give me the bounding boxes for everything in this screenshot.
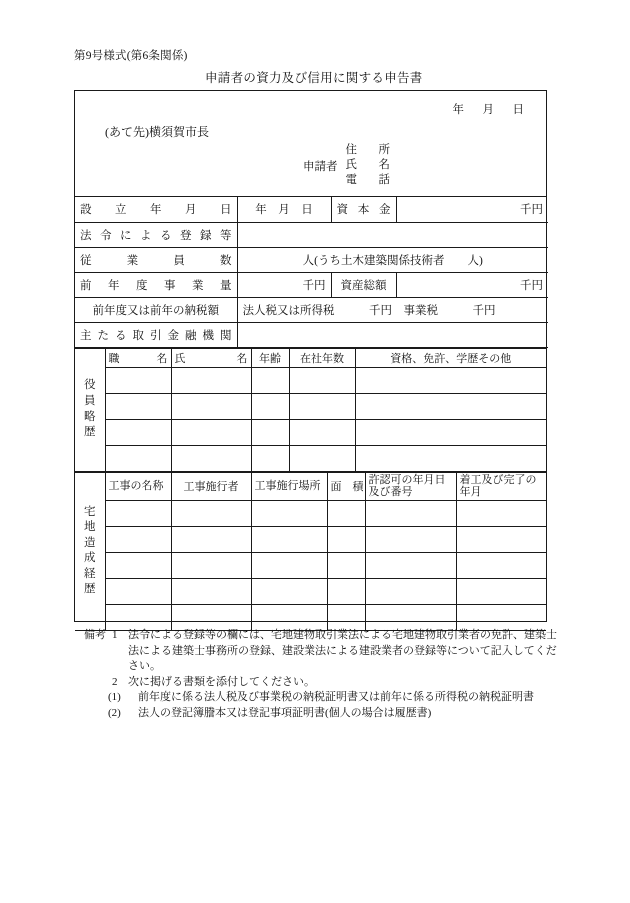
officer-cell-age[interactable] xyxy=(251,393,289,419)
row-label-establishment: 設立年月日 xyxy=(75,197,237,222)
row-label-total-assets: 資産総額 xyxy=(331,272,396,297)
land-cell-dates[interactable] xyxy=(456,526,546,552)
date-day: 日 xyxy=(512,104,524,116)
table-row xyxy=(75,322,548,347)
table-row xyxy=(75,578,546,604)
land-cell-contractor[interactable] xyxy=(171,526,251,552)
row-value-main-bank[interactable] xyxy=(237,322,548,347)
officer-cell-position[interactable] xyxy=(105,393,171,419)
officer-cell-years[interactable] xyxy=(289,393,355,419)
land-cell-area[interactable] xyxy=(327,552,365,578)
officer-cell-name[interactable] xyxy=(171,393,251,419)
notes-heading: 備考 xyxy=(84,629,106,641)
row-label-legal-registration: 法令による登録等 xyxy=(75,222,237,247)
officer-cell-years[interactable] xyxy=(289,445,355,471)
addressee-block xyxy=(75,91,546,197)
land-cell-permit[interactable] xyxy=(365,604,456,630)
form-table-frame xyxy=(74,90,547,622)
land-cell-contractor[interactable] xyxy=(171,552,251,578)
row-value-establishment-date[interactable]: 年 月 日 xyxy=(237,197,331,222)
land-cell-permit[interactable] xyxy=(365,552,456,578)
land-cell-permit[interactable] xyxy=(365,578,456,604)
date-line xyxy=(453,101,525,117)
applicant-field-name: 氏 名 xyxy=(345,159,395,172)
table-row xyxy=(75,297,548,322)
land-header-row xyxy=(75,472,546,500)
land-cell-location[interactable] xyxy=(251,500,327,526)
vlabel-char: 歴 xyxy=(84,426,96,439)
land-cell-project-name[interactable] xyxy=(105,578,171,604)
row-label-main-bank: 主たる取引金融機関 xyxy=(75,322,237,347)
land-col-start-completion: 着工及び完了の年月 xyxy=(456,472,546,500)
applicant-field-list xyxy=(346,143,396,189)
table-row xyxy=(75,393,546,419)
land-cell-area[interactable] xyxy=(327,526,365,552)
land-cell-project-name[interactable] xyxy=(105,500,171,526)
table-row xyxy=(75,604,546,630)
land-cell-contractor[interactable] xyxy=(171,578,251,604)
row-label-employees: 従業員数 xyxy=(75,247,237,272)
vlabel-char: 経 xyxy=(84,567,96,580)
note-subitem-text-2: 法人の登記簿謄本又は登記事項証明書(個人の場合は履歴書) xyxy=(138,707,432,720)
officer-col-age: 年齢 xyxy=(251,348,289,367)
land-cell-location[interactable] xyxy=(251,552,327,578)
land-cell-permit[interactable] xyxy=(365,526,456,552)
addressee-line: (あて先)横須賀市長 xyxy=(105,125,209,139)
land-cell-dates[interactable] xyxy=(456,604,546,630)
officer-col-qualifications: 資格、免許、学歴その他 xyxy=(355,348,546,367)
row-value-prev-year-volume[interactable]: 千円 xyxy=(237,272,331,297)
officer-col-position: 職 名 xyxy=(105,348,171,367)
vlabel-char: 員 xyxy=(84,394,96,407)
officer-cell-name[interactable] xyxy=(171,445,251,471)
land-cell-dates[interactable] xyxy=(456,578,546,604)
land-cell-project-name[interactable] xyxy=(105,604,171,630)
row-value-employees[interactable]: 人(うち土木建築関係技術者 人) xyxy=(237,247,548,272)
date-year: 年 xyxy=(452,104,464,116)
land-development-table xyxy=(75,472,546,631)
officer-cell-qualifications[interactable] xyxy=(355,367,546,393)
row-label-tax-paid: 前年度又は前年の納税額 xyxy=(75,297,237,322)
note-item-2 xyxy=(84,675,562,691)
land-col-location: 工事施行場所 xyxy=(251,472,327,500)
date-month: 月 xyxy=(482,104,494,116)
officer-cell-age[interactable] xyxy=(251,445,289,471)
land-cell-dates[interactable] xyxy=(456,500,546,526)
note-text-2: 次に掲げる書類を添付してください。 xyxy=(128,675,315,688)
land-cell-area[interactable] xyxy=(327,578,365,604)
vlabel-char: 地 xyxy=(84,521,96,534)
land-cell-project-name[interactable] xyxy=(105,552,171,578)
officer-cell-years[interactable] xyxy=(289,419,355,445)
land-cell-location[interactable] xyxy=(251,578,327,604)
note-subitem-text-1: 前年度に係る法人税及び事業税の納税証明書又は前年に係る所得税の納税証明書 xyxy=(138,691,534,704)
land-col-permit-date-number: 許認可の年月日及び番号 xyxy=(365,472,456,500)
officer-cell-name[interactable] xyxy=(171,367,251,393)
land-col-contractor: 工事施行者 xyxy=(171,472,251,500)
row-value-total-assets[interactable]: 千円 xyxy=(396,272,548,297)
officer-section-vertical-label xyxy=(75,348,105,471)
row-label-prev-year-volume: 前年度事業量 xyxy=(75,272,237,297)
officer-cell-qualifications[interactable] xyxy=(355,445,546,471)
officer-table xyxy=(75,348,546,472)
note-subitem-marker-1: (1) xyxy=(108,691,121,704)
form-code: 第9号様式(第6条関係) xyxy=(74,50,188,62)
table-row xyxy=(75,526,546,552)
officer-cell-name[interactable] xyxy=(171,419,251,445)
land-cell-area[interactable] xyxy=(327,604,365,630)
land-cell-dates[interactable] xyxy=(456,552,546,578)
note-text-1: 法令による登録等の欄には、宅地建物取引業法による宅地建物取引業者の免許、建築士法による建築士事務所の登録、建設業法による建設業者の登録等について記入してください。 xyxy=(128,629,557,673)
officer-cell-position[interactable] xyxy=(105,367,171,393)
officer-col-years: 在社年数 xyxy=(289,348,355,367)
vlabel-char: 成 xyxy=(84,552,96,565)
applicant-block xyxy=(303,143,395,189)
table-row xyxy=(75,222,548,247)
table-row xyxy=(75,552,546,578)
info-grid xyxy=(75,197,546,631)
applicant-field-address: 住 所 xyxy=(345,144,395,156)
vlabel-char: 役 xyxy=(84,379,96,392)
land-col-project-name: 工事の名称 xyxy=(105,472,171,500)
officer-header-row xyxy=(75,348,546,367)
land-section-vertical-label xyxy=(75,472,105,630)
officer-cell-qualifications[interactable] xyxy=(355,393,546,419)
applicant-field-phone: 電 話 xyxy=(345,174,395,187)
land-col-area: 面 積 xyxy=(327,472,365,500)
table-row xyxy=(75,247,548,272)
row-value-legal-registration[interactable] xyxy=(237,222,548,247)
row-value-tax-paid[interactable]: 法人税又は所得税 千円 事業税 千円 xyxy=(237,297,548,322)
page-title: 申請者の資力及び信用に関する申告書 xyxy=(205,71,423,85)
note-number-2: 2 xyxy=(112,675,118,688)
land-cell-permit[interactable] xyxy=(365,500,456,526)
land-cell-project-name[interactable] xyxy=(105,526,171,552)
officer-cell-qualifications[interactable] xyxy=(355,419,546,445)
vlabel-char: 歴 xyxy=(84,583,96,596)
land-cell-contractor[interactable] xyxy=(171,604,251,630)
table-row xyxy=(75,367,546,393)
officer-cell-position[interactable] xyxy=(105,419,171,445)
note-subitem-marker-2: (2) xyxy=(108,707,121,720)
officer-cell-age[interactable] xyxy=(251,419,289,445)
info-table xyxy=(75,197,548,348)
table-row xyxy=(75,500,546,526)
officer-cell-position[interactable] xyxy=(105,445,171,471)
vlabel-char: 略 xyxy=(84,410,96,423)
note-subitem-1 xyxy=(108,690,562,706)
table-row xyxy=(75,419,546,445)
row-value-capital[interactable]: 千円 xyxy=(396,197,548,222)
row-label-capital: 資本金 xyxy=(331,197,396,222)
officer-cell-years[interactable] xyxy=(289,367,355,393)
vlabel-char: 造 xyxy=(84,536,96,549)
table-row xyxy=(75,197,548,222)
note-subitem-2 xyxy=(108,706,562,722)
table-row xyxy=(75,272,548,297)
notes-section xyxy=(84,628,562,722)
officer-col-name: 氏 名 xyxy=(171,348,251,367)
land-cell-area[interactable] xyxy=(327,500,365,526)
applicant-label: 申請者 xyxy=(303,160,338,173)
note-item-1 xyxy=(84,628,562,675)
note-number-1: 1 xyxy=(112,629,118,641)
land-cell-contractor[interactable] xyxy=(171,500,251,526)
officer-cell-age[interactable] xyxy=(251,367,289,393)
land-cell-location[interactable] xyxy=(251,604,327,630)
vlabel-char: 宅 xyxy=(84,505,96,518)
land-cell-location[interactable] xyxy=(251,526,327,552)
table-row xyxy=(75,445,546,471)
